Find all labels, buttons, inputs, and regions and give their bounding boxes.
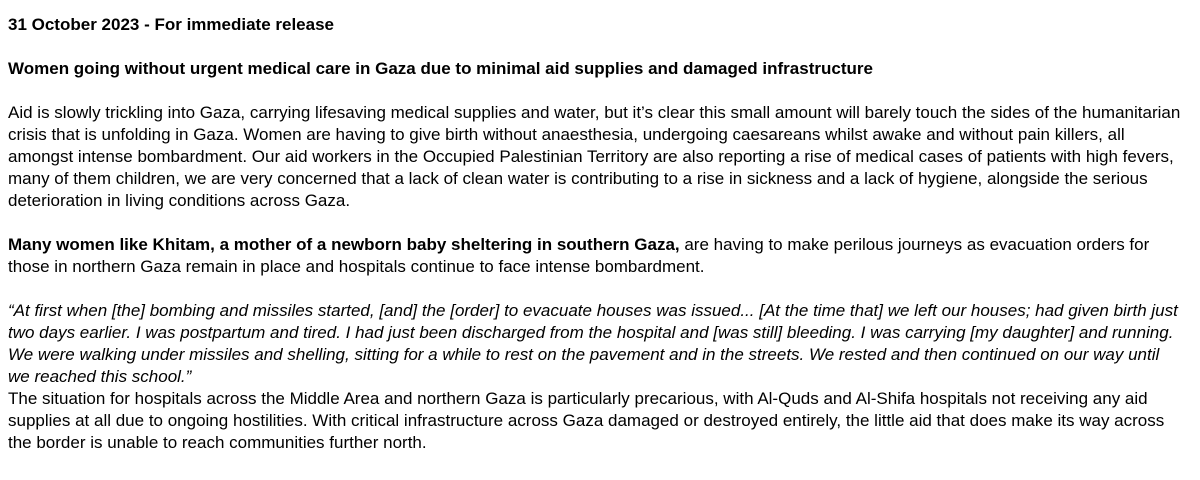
body-paragraph-1: Aid is slowly trickling into Gaza, carrying lifesaving medical supplies and water, but it’s clear this small amount will barely touch the sides of the humanitarian crisis that is unfolding in Gaza. Women are having to give birth without anaesthesia, undergoing caesareans whilst awake and without pain killers, all amongst intense bombardment. Our aid workers in the Occupied Palestinian Territory are also reporting a rise of medical cases of patients with high fevers, many of them children, we are very concerned that a lack of clean water is contributing to a rise in sickness and a lack of hygiene, alongside the serious deterioration in living conditions across Gaza. <box>8 103 1181 210</box>
khitam-lead-in: Many women like Khitam, a mother of a newborn baby sheltering in southern Gaza, <box>8 235 680 254</box>
khitam-quote: “At first when [the] bombing and missiles started, [and] the [order] to evacuate houses was issued... [At the time that] we left our houses; had given birth just two days earlier. I was postpartum and tired. I had just been discharged from the hospital and [was still] bleeding. I was carrying [my daughter] and running. We were walking under missiles and shelling, sitting for a while to rest on the pavement and in the streets. We rested and then continued on our way until we reached this school.” <box>8 301 1178 386</box>
body-paragraph-2 <box>8 234 1184 278</box>
release-dateline: 31 October 2023 - For immediate release <box>8 15 334 34</box>
release-headline: Women going without urgent medical care in Gaza due to minimal aid supplies and damaged infrastructure <box>8 59 873 78</box>
body-paragraph-2-rest: are having to make perilous journeys as evacuation orders for those in northern Gaza remain in place and hospitals continue to face intense bombardment. <box>8 235 1150 276</box>
body-paragraph-3: The situation for hospitals across the Middle Area and northern Gaza is particularly precarious, with Al-Quds and Al-Shifa hospitals not receiving any aid supplies at all due to ongoing hostilities. With critical infrastructure across Gaza damaged or destroyed entirely, the little aid that does make its way across the border is unable to reach communities further north. <box>8 389 1165 452</box>
